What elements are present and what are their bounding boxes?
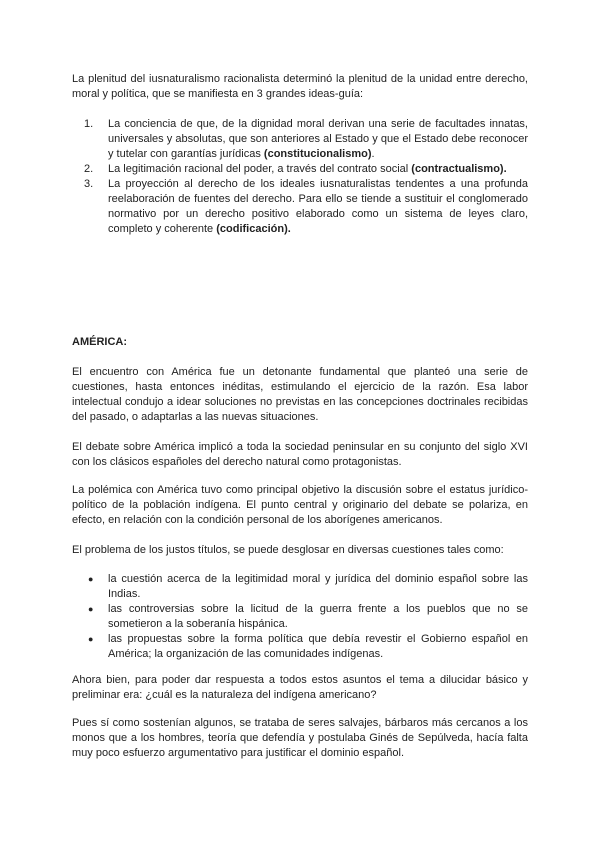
idea-text: La proyección al derecho de los ideales iusnaturalistas tendentes a una profunda reelaboración de fuentes del derecho. Para ello se tiende a sustituir el conglomerado normativo por un derecho positivo elaborado como un sistema de leyes claro, completo y coherente [108, 178, 528, 235]
america-paragraph-1: El encuentro con América fue un detonante fundamental que planteó una serie de cuestiones, hasta entonces inéditas, estimulando el ejercicio de la razón. Esa labor intelectual condujo a idear soluciones no previstas en las concepciones doctrinales recibidas del pasado, o adaptarlas a las nuevas situaciones. [72, 366, 528, 423]
bullet-icon: ● [88, 634, 94, 644]
list-item [72, 602, 528, 632]
intro-section [72, 72, 528, 102]
idea-bold-term: (contractualismo). [411, 163, 507, 175]
idea-tail: . [371, 148, 375, 160]
america-paragraph-3: La polémica con América tuvo como principal objetivo la discusión sobre el estatus jurídico-político de la población indígena. El punto central y originario del debate se polariza, en efecto, en relación con la condición personal de los aborígenes americanos. [72, 484, 528, 526]
bullet-icon: ● [88, 604, 94, 614]
section-heading: AMÉRICA: [72, 336, 127, 348]
america-paragraph-1-block [72, 365, 528, 425]
bullet-text: las controversias sobre la licitud de la guerra frente a los pueblos que no se sometieron a la soberanía hispánica. [108, 603, 528, 630]
bullet-text: las propuestas sobre la forma política que debía revestir el Gobierno español en América; la organización de las comunidades indígenas. [108, 633, 528, 660]
ideas-list [72, 117, 528, 237]
idea-item [72, 162, 528, 177]
list-number: 3. [84, 178, 94, 190]
titles-list [72, 572, 528, 662]
idea-item [72, 177, 528, 237]
ideas-section [72, 117, 528, 237]
america-paragraph-2: El debate sobre América implicó a toda la sociedad peninsular en su conjunto del siglo XVI con los clásicos españoles del derecho natural como protagonistas. [72, 441, 528, 468]
america-paragraph-4-block [72, 543, 528, 558]
bullet-text: la cuestión acerca de la legitimidad moral y jurídica del dominio español sobre las Indias. [108, 573, 528, 600]
idea-bold-term: (codificación). [216, 223, 291, 235]
america-section [72, 335, 528, 350]
idea-text: La legitimación racional del poder, a través del contrato social [108, 163, 412, 175]
idea-bold-term: (constitucionalismo) [263, 148, 372, 160]
america-paragraph-6-block [72, 716, 528, 761]
list-number: 2. [84, 163, 94, 175]
america-paragraph-5-block [72, 673, 528, 703]
america-paragraph-2-block [72, 440, 528, 470]
america-paragraph-3-block [72, 483, 528, 528]
intro-paragraph: La plenitud del iusnaturalismo racionalista determinó la plenitud de la unidad entre derecho, moral y política, que se manifiesta en 3 grandes ideas-guía: [72, 73, 528, 100]
idea-text: La conciencia de que, de la dignidad moral derivan una serie de facultades innatas, universales y absolutas, que son anteriores al Estado y que el Estado debe reconocer y tutelar con garantías jurídicas [108, 118, 528, 160]
titles-section [72, 572, 528, 662]
america-paragraph-4: El problema de los justos títulos, se puede desglosar en diversas cuestiones tales como: [72, 544, 504, 556]
list-item [72, 572, 528, 602]
america-paragraph-5: Ahora bien, para poder dar respuesta a todos estos asuntos el tema a dilucidar básico y preliminar era: ¿cuál es la naturaleza del indígena americano? [72, 674, 528, 701]
idea-item [72, 117, 528, 162]
list-item [72, 632, 528, 662]
list-number: 1. [84, 118, 94, 130]
america-paragraph-6: Pues sí como sostenían algunos, se trataba de seres salvajes, bárbaros más cercanos a los monos que a los hombres, teoría que defendía y postulaba Ginés de Sepúlveda, hacía falta muy poco esfuerzo argumentativo para justificar el dominio español. [72, 717, 528, 759]
bullet-icon: ● [88, 574, 94, 584]
